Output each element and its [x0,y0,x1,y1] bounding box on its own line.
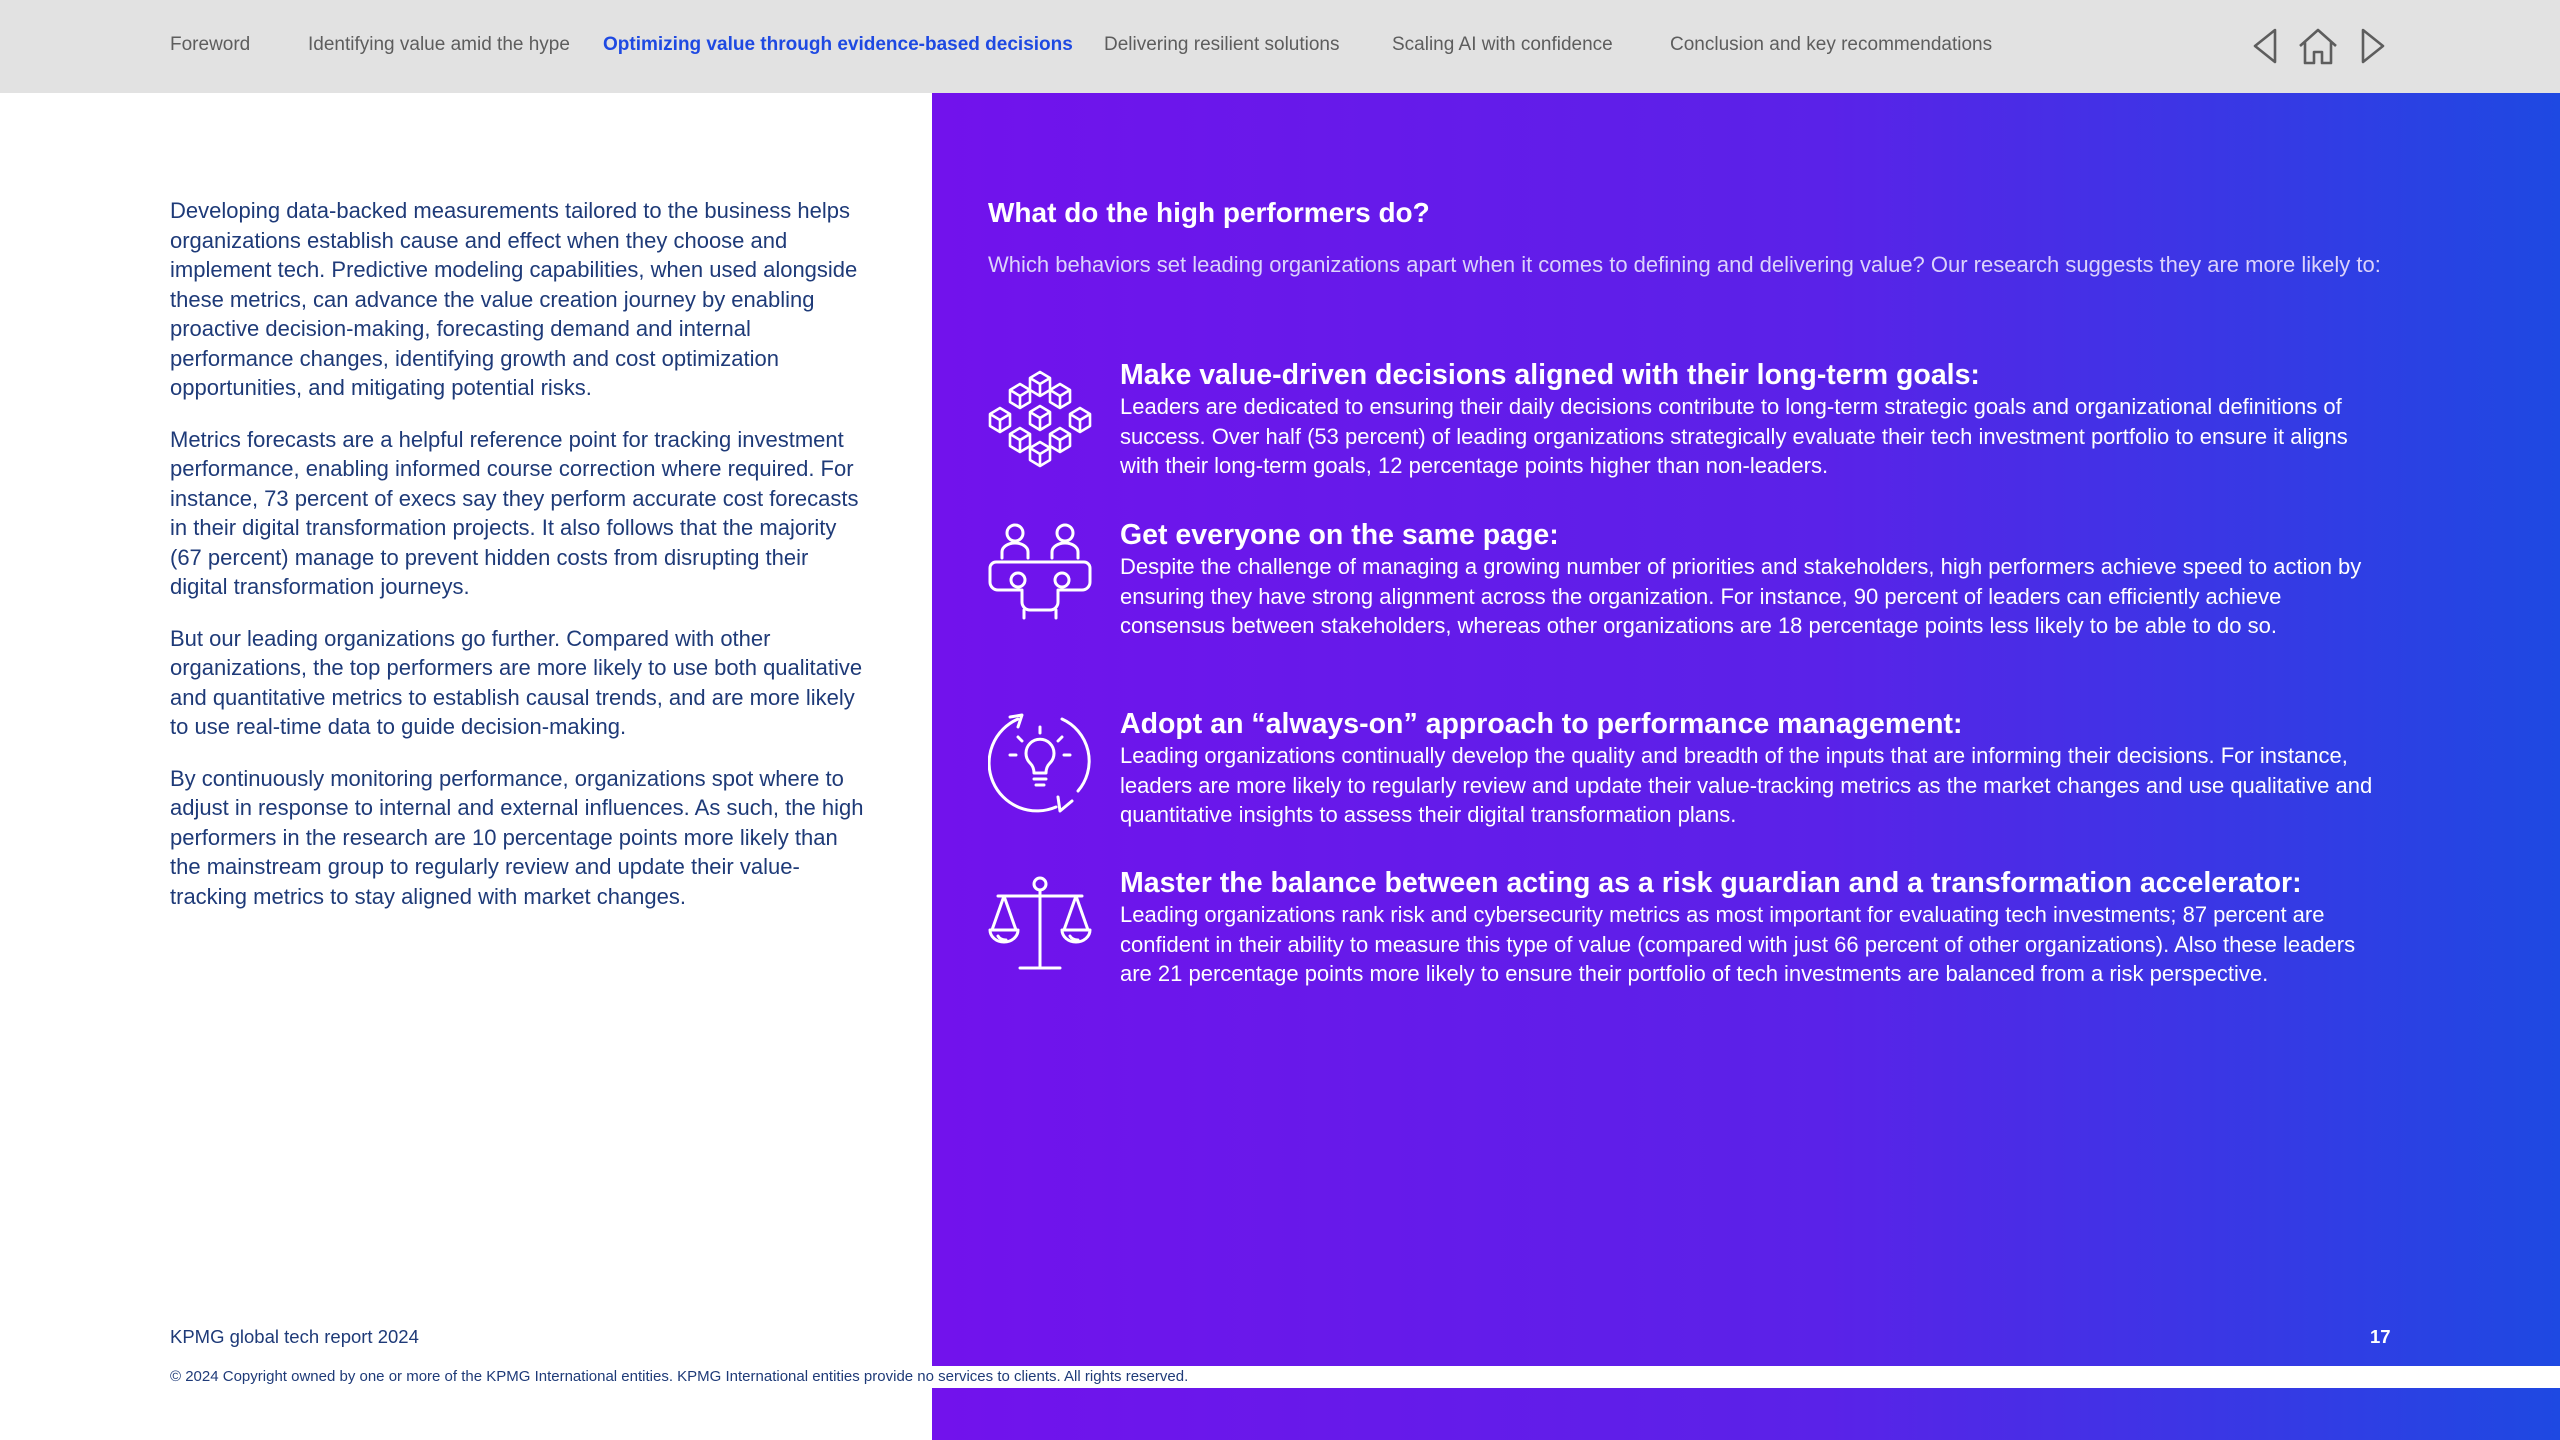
panel-intro: Which behaviors set leading organizations apart when it comes to defining and delivering value? Our research suggests they are more likely to: [988,252,2381,277]
previous-arrow-icon [2244,24,2288,68]
home-icon [2296,24,2340,68]
behavior-description: Leaders are dedicated to ensuring their daily decisions contribute to long-term strategic goals and organizational definitions of success. Over half (53 percent) of leading organizations strategically evaluate their tech investment portfolio to ensure it aligns with their long-term goals, 12 percentage points higher than non-leaders. [1120,394,2348,478]
panel-title: What do the high performers do? [988,197,1430,228]
page-number: 17 [2370,1326,2391,1347]
behavior-description: Despite the challenge of managing a growing number of priorities and stakeholders, high performers achieve speed to action by ensuring they have strong alignment across the organization. For instance, 90 percent of leaders can efficiently achieve consensus between stakeholders, whereas other organizations are 18 percentage points less likely to be able to do so. [1120,554,2362,638]
body-text-column [170,196,870,933]
tab-foreword[interactable]: Foreword [170,34,251,55]
tab-delivering-resilient-solutions[interactable]: Delivering resilient solutions [1104,34,1340,55]
team-collaboration-icon [988,522,1092,626]
previous-page-button[interactable] [2244,24,2288,68]
report-title: KPMG global tech report 2024 [170,1326,419,1347]
behavior-heading: Master the balance between acting as a risk guardian and a transformation accelerator: [1120,867,2302,899]
cubes-network-icon [988,366,1092,470]
tab-identifying-value[interactable]: Identifying value amid the hype [308,34,570,55]
copyright-notice: © 2024 Copyright owned by one or more of the KPMG International entities. KPMG International entities provide no services to clients. All rights reserved. [170,1368,1189,1385]
next-page-button[interactable] [2350,24,2394,68]
paragraph: But our leading organizations go further. Compared with other organizations, the top performers are more likely to use both qualitative and quantitative metrics to establish causal trends, and are more likely to use real-time data to guide decision-making. [170,625,863,739]
behavior-heading: Get everyone on the same page: [1120,519,1559,551]
paragraph: Metrics forecasts are a helpful reference point for tracking investment performance, enabling informed course correction where required. For instance, 73 percent of execs say they perform accurate cost forecasts in their digital transformation projects. It also follows that the majority (67 percent) manage to prevent hidden costs from disrupting their digital transformation journeys. [170,426,859,599]
balance-scale-icon [988,874,1092,978]
behavior-heading: Adopt an “always-on” approach to performance management: [1120,708,1963,740]
behavior-description: Leading organizations rank risk and cybersecurity metrics as most important for evaluating tech investments; 87 percent are confident in their ability to measure this type of value (compared with just 66 percent of other organizations). Also these leaders are 21 percentage points more likely to ensure their portfolio of tech investments are balanced from a risk perspective. [1120,902,2356,986]
tab-optimizing-value[interactable]: Optimizing value through evidence-based decisions [603,34,1073,55]
home-button[interactable] [2296,24,2340,68]
tab-conclusion[interactable]: Conclusion and key recommendations [1670,34,1993,55]
paragraph: By continuously monitoring performance, organizations spot where to adjust in response to internal and external influences. As such, the high performers in the research are 10 percentage points more likely than the mainstream group to regularly review and update their value-tracking metrics to stay aligned with market changes. [170,765,864,909]
top-navigation-bar [0,0,2560,93]
lightbulb-cycle-icon [988,711,1092,815]
tab-scaling-ai[interactable]: Scaling AI with confidence [1392,34,1613,55]
behavior-description: Leading organizations continually develop the quality and breadth of the inputs that are informing their decisions. For instance, leaders are more likely to regularly review and update their value-tracking metrics as the market changes and use qualitative and quantitative insights to assess their digital transformation plans. [1120,743,2373,827]
behavior-heading: Make value-driven decisions aligned with their long-term goals: [1120,359,1980,391]
paragraph: Developing data-backed measurements tailored to the business helps organizations establish cause and effect when they choose and implement tech. Predictive modeling capabilities, when used alongside these metrics, can advance the value creation journey by enabling proactive decision-making, forecasting demand and internal performance changes, identifying growth and cost optimization opportunities, and mitigating potential risks. [170,198,858,400]
next-arrow-icon [2350,24,2394,68]
